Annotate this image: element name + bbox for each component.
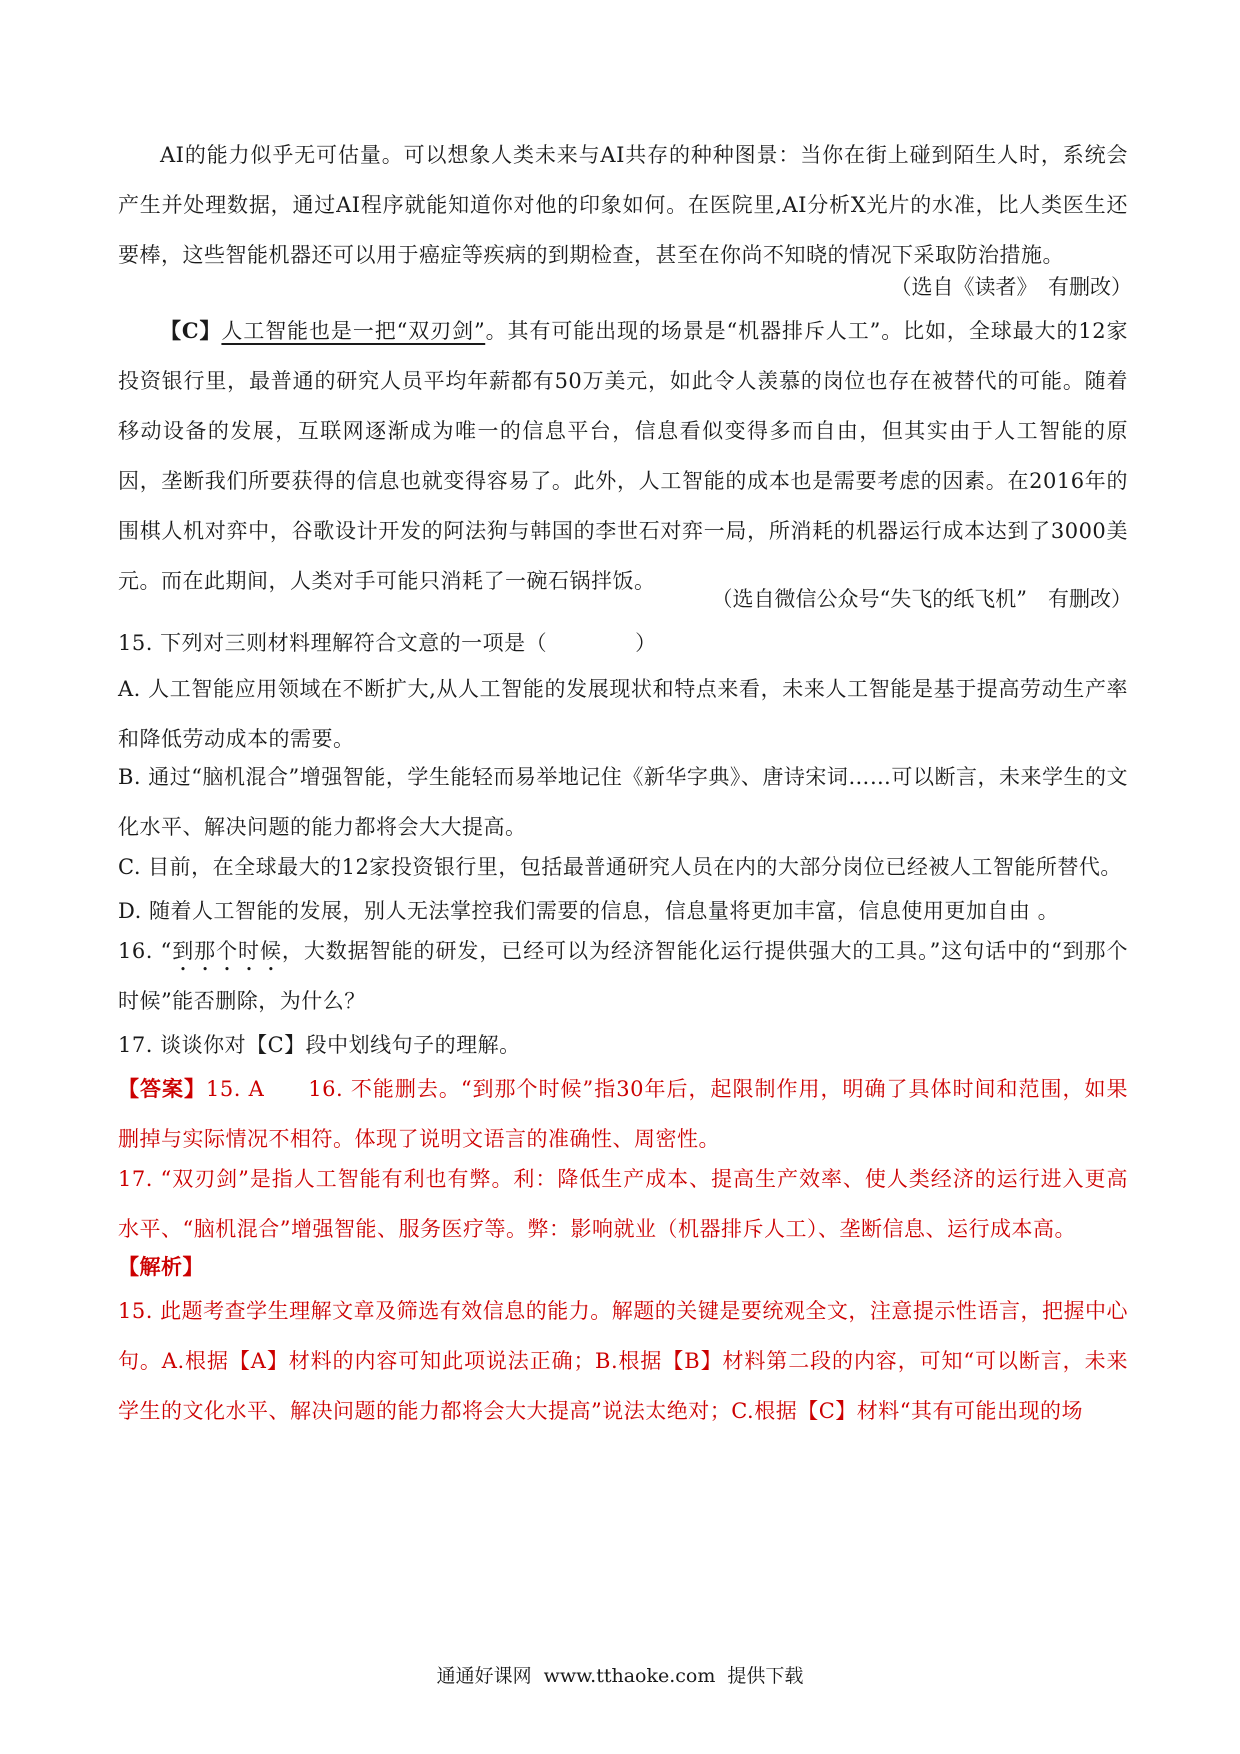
passage-b-source: （选自《读者》 有删改） bbox=[890, 275, 1132, 299]
answer-17: 17. “双刃剑”是指人工智能有利也有弊。利：降低生产成本、提高生产效率、使人类经济的运行进入更高水平、“脑机混合”增强智能、服务医疗等。弊：影响就业（机器排斥人工）、垄断信息、运行成本高。 bbox=[118, 1167, 1128, 1241]
answer-15: 15. A bbox=[206, 1077, 265, 1101]
passage-c-source: （选自微信公众号“失飞的纸飞机” 有删改） bbox=[711, 587, 1132, 611]
passage-c-paragraph bbox=[118, 306, 1128, 606]
question-16: 16. “到那个时候，大数据智能的研发，已经可以为经济智能化运行提供强大的工具。”这句话中的“到那个时候”能否删除，为什么？ bbox=[118, 939, 1129, 1013]
page-footer bbox=[0, 1662, 1240, 1690]
question-15-option-d: D. 随着人工智能的发展，别人无法掌控我们需要的信息，信息量将更加丰富，信息使用更加自由 。 bbox=[118, 899, 1060, 923]
analysis-text: 15. 此题考查学生理解文章及筛选有效信息的能力。解题的关键是要统观全文，注意提示性语言，把握中心句。A.根据【A】材料的内容可知此项说法正确；B.根据【B】材料第二段的内容，可知“可以断言，未来学生的文化水平、解决问题的能力都将会大大提高”说法太绝对；C.根据【C】材料“其有可能出现的场 bbox=[118, 1299, 1128, 1423]
question-15-option-a: A. 人工智能应用领域在不断扩大,从人工智能的发展现状和特点来看，未来人工智能是基于提高劳动生产率和降低劳动成本的需要。 bbox=[118, 677, 1128, 751]
footer-url[interactable]: www.tthaoke.com bbox=[543, 1665, 716, 1687]
question-15-stem: 15. 下列对三则材料理解符合文意的一项是（ ） bbox=[118, 631, 657, 655]
answer-label: 【答案】 bbox=[118, 1076, 206, 1101]
question-17: 17. 谈谈你对【C】段中划线句子的理解。 bbox=[118, 1033, 521, 1057]
question-15-option-b: B. 通过“脑机混合”增强智能，学生能轻而易举地记住《新华字典》、唐诗宋词……可以断言，未来学生的文化水平、解决问题的能力都将会大大提高。 bbox=[118, 765, 1128, 839]
passage-c-label: 【C】 bbox=[160, 318, 222, 343]
passage-c-underlined-sentence: 人工智能也是一把“双刃剑” bbox=[221, 319, 486, 343]
footer-site-name: 通通好课网 bbox=[436, 1665, 532, 1687]
answer-block bbox=[118, 1064, 1128, 1164]
analysis-label: 【解析】 bbox=[118, 1254, 204, 1279]
passage-c-text: 。其有可能出现的场景是“机器排斥人工”。比如，全球最大的12家投资银行里，最普通的研究人员平均年薪都有50万美元，如此令人羡慕的岗位也存在被替代的可能。随着移动设备的发展，互联网逐渐成为唯一的信息平台，信息看似变得多而自由，但其实由于人工智能的原因，垄断我们所要获得的信息也就变得容易了。此外，人工智能的成本也是需要考虑的因素。在2016年的围棋人机对弈中，谷歌设计开发的阿法狗与韩国的李世石对弈一局，所消耗的机器运行成本达到了3000美元。而在此期间，人类对手可能只消耗了一碗石锅拌饭。 bbox=[118, 319, 1128, 593]
answer-16: 16. 不能删去。“到那个时候”指30年后，起限制作用，明确了具体时间和范围，如果删掉与实际情况不相符。体现了说明文语言的准确性、周密性。 bbox=[118, 1077, 1128, 1151]
question-15-option-c: C. 目前，在全球最大的12家投资银行里，包括最普通研究人员在内的大部分岗位已经被人工智能所替代。 bbox=[118, 855, 1122, 879]
dotted-phrase: 到那个时候 bbox=[171, 939, 282, 963]
passage-b-paragraph: AI的能力似乎无可估量。可以想象人类未来与AI共存的种种图景：当你在街上碰到陌生人时，系统会产生并处理数据，通过AI程序就能知道你对他的印象如何。在医院里,AI分析X光片的水准，比人类医生还要棒，这些智能机器还可以用于癌症等疾病的到期检查，甚至在你尚不知晓的情况下采取防治措施。 bbox=[118, 143, 1128, 267]
footer-note: 提供下载 bbox=[727, 1665, 804, 1687]
